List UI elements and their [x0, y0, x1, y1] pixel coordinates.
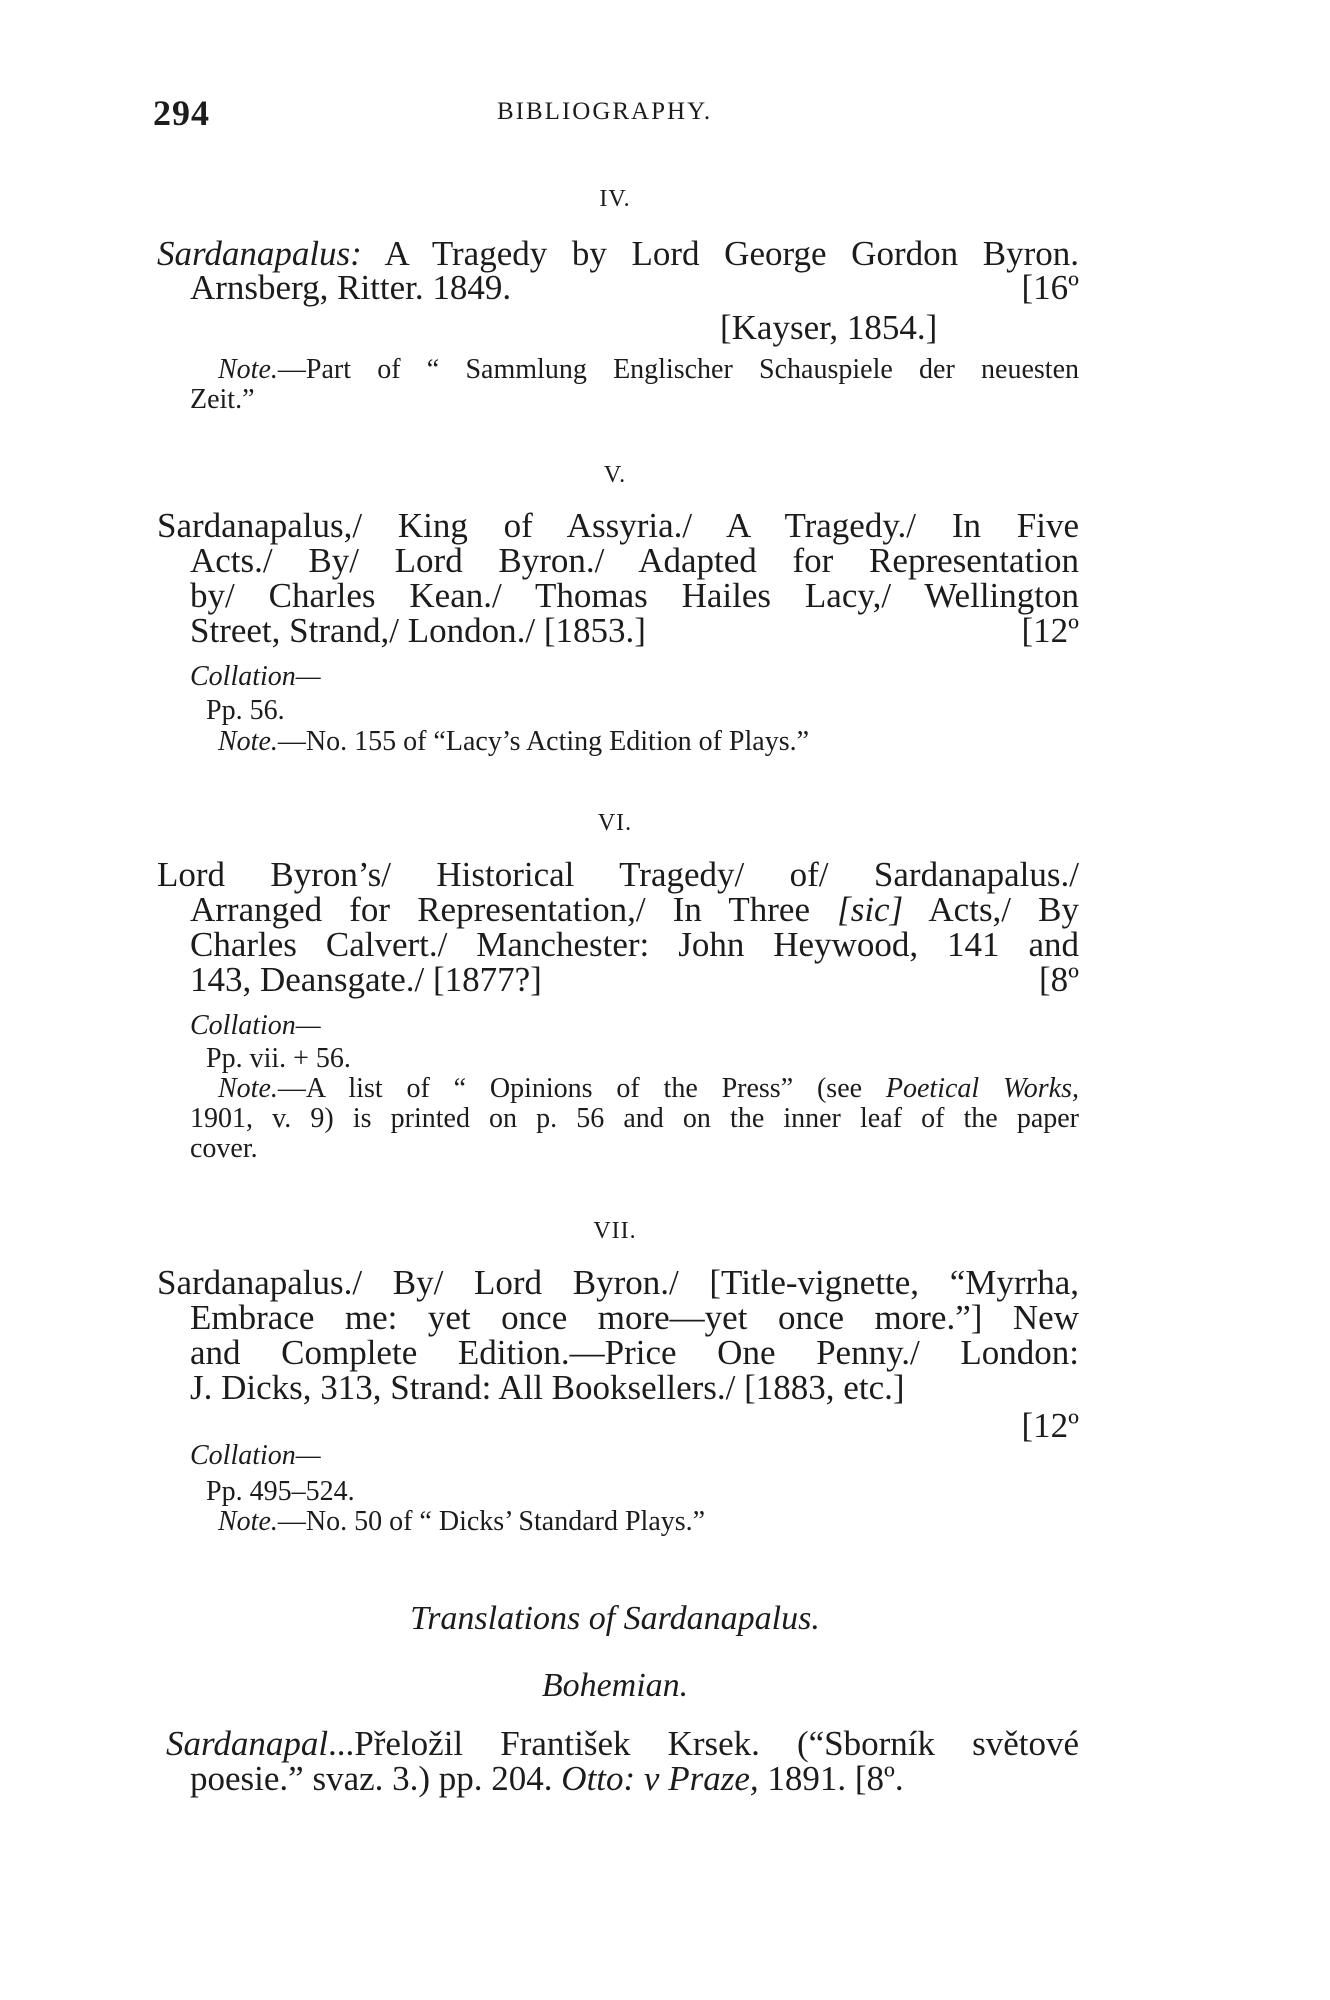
entry-line: by/ Charles Kean./ Thomas Hailes Lacy,/ Wellington: [190, 576, 1079, 615]
publisher-italic: Otto: v Praze,: [561, 1759, 759, 1798]
format-size: [12º: [1021, 1406, 1079, 1445]
entry-note-cont: Zeit.”: [190, 384, 255, 415]
translation-title-italic: Sardanapal: [166, 1724, 329, 1763]
entry-line: Arnsberg, Ritter. 1849.: [190, 268, 512, 307]
entry-numeral: V.: [603, 462, 627, 488]
format-size: [8º: [1038, 960, 1079, 999]
entry-text: A Tragedy by Lord George Gordon Byron.: [384, 234, 1079, 273]
entry-line: [190, 892, 1079, 927]
entry-line: [157, 236, 1079, 271]
translation-line: [190, 1761, 904, 1796]
note-text: —No. 155 of “Lacy’s Acting Edition of Plays.”: [277, 726, 810, 757]
entry-line: Lord Byron’s/ Historical Tragedy/ of/ Sardanapalus./: [157, 855, 1079, 894]
entry-note: [218, 1508, 705, 1536]
entry-line: J. Dicks, 313, Strand: All Booksellers./ [1883, etc.]: [190, 1368, 905, 1407]
entry-numeral: VI.: [597, 810, 633, 836]
entry-text: Acts,/ By: [903, 890, 1079, 929]
note-text: —No. 50 of “ Dicks’ Standard Plays.”: [277, 1506, 706, 1537]
entry-note-cont: cover.: [190, 1133, 258, 1164]
translation-line: [166, 1726, 1079, 1761]
note-label: Note.: [218, 1073, 278, 1104]
entry-line: Street, Strand,/ London./ [1853.]: [190, 611, 646, 650]
section-heading: Translations of Sardanapalus.: [410, 1600, 820, 1637]
entry-title-italic: Sardanapalus:: [157, 234, 362, 273]
collation-label: Collation—: [190, 1010, 321, 1041]
entry-line: Sardanapalus./ By/ Lord Byron./ [Title-vignette, “Myrrha,: [157, 1263, 1079, 1302]
format-size: [16º: [1021, 268, 1079, 307]
translation-text: 1891. [8º.: [758, 1759, 904, 1798]
entry-note: [218, 356, 1079, 384]
entry-line: 143, Deansgate./ [1877?]: [190, 960, 542, 999]
note-italic: Poetical Works,: [885, 1073, 1079, 1104]
note-label: Note.: [218, 726, 278, 757]
entry-line: and Complete Edition.—Price One Penny./ London:: [190, 1333, 1079, 1372]
note-label: Note.: [218, 1506, 278, 1537]
note-text: —Part of “ Sammlung Englischer Schauspiele der neuesten: [277, 354, 1079, 385]
sic-italic: [sic]: [837, 890, 904, 929]
entry-text: Arranged for Representation,/ In Three: [190, 890, 838, 929]
collation-label: Collation—: [190, 661, 321, 692]
format-size: [12º: [1021, 611, 1079, 650]
entry-line: Acts./ By/ Lord Byron./ Adapted for Representation: [190, 541, 1079, 580]
running-title: BIBLIOGRAPHY.: [497, 98, 713, 125]
collation-label: Collation—: [190, 1440, 321, 1471]
entry-line: Embrace me: yet once more—yet once more.”] New: [190, 1298, 1079, 1337]
entry-numeral: VII.: [593, 1218, 637, 1244]
translation-text: poesie.” svaz. 3.) pp. 204.: [190, 1759, 562, 1798]
section-subheading: Bohemian.: [541, 1667, 689, 1704]
note-text: —A list of “ Opinions of the Press” (see: [277, 1073, 886, 1104]
collation-pages: Pp. vii. + 56.: [206, 1043, 351, 1074]
entry-note: [218, 1075, 1079, 1103]
collation-pages: Pp. 56.: [206, 695, 285, 726]
page-number: 294: [153, 93, 210, 133]
translation-text: ...Přeložil František Krsek. (“Sborník světové: [328, 1724, 1079, 1763]
entry-line: Charles Calvert./ Manchester: John Heywood, 141 and: [190, 925, 1079, 964]
collation-pages: Pp. 495–524.: [206, 1476, 355, 1507]
note-label: Note.: [218, 354, 278, 385]
entry-numeral: IV.: [599, 186, 631, 212]
entry-note-cont: 1901, v. 9) is printed on p. 56 and on the inner leaf of the paper: [190, 1103, 1079, 1134]
entry-line: Sardanapalus,/ King of Assyria./ A Tragedy./ In Five: [157, 506, 1079, 545]
source-reference: [Kayser, 1854.]: [720, 308, 938, 347]
entry-note: [218, 728, 809, 756]
